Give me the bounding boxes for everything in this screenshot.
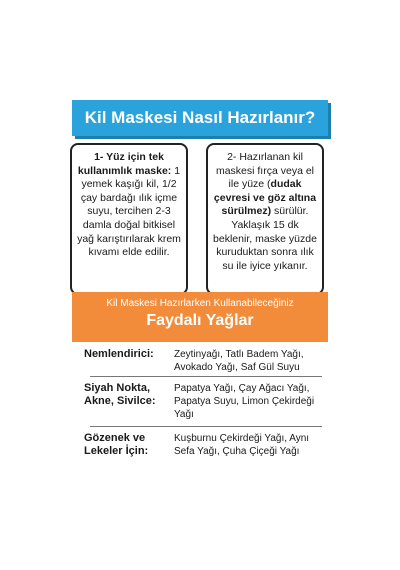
oil-row-label: Nemlendirici: (84, 348, 154, 360)
step-2-warning: dudak çevresi ve göz altına sürülmez) (213, 178, 317, 218)
oil-row-moisturizer (84, 348, 324, 374)
oil-row-pores (84, 432, 324, 458)
divider (90, 376, 322, 377)
oils-banner (72, 292, 328, 342)
step-2-box (206, 143, 324, 295)
oil-row-text: Zeytinyağı, Tatlı Badem Yağı, Avokado Yağı, Saf Gül Suyu (174, 349, 304, 373)
oils-subtitle: Kil Maskesi Hazırlarken Kullanabileceğiniz (106, 298, 294, 309)
step-1-heading: 1- Yüz için tek kullanımlık maske: (77, 151, 172, 177)
oils-title: Faydalı Yağlar (146, 312, 254, 329)
step-1-box (70, 143, 188, 295)
step-2-intro: 2- Hazırlanan kil maskesi fırça veya el ile yüze ( (215, 151, 315, 191)
title-banner (72, 100, 328, 136)
oil-row-text: Kuşburnu Çekirdeği Yağı, Aynı Sefa Yağı, Çuha Çiçeği Yağı (174, 433, 310, 457)
step-2-body: sürülür. Yaklaşık 15 dk beklenir, maske yüzde kuruduktan sonra ılık su ile iyice yıkanır. (213, 205, 317, 272)
oil-row-label: Gözenek ve Lekeler İçin: (84, 432, 149, 457)
oil-row-acne (84, 382, 324, 421)
divider (90, 426, 322, 427)
page-title: Kil Maskesi Nasıl Hazırlanır? (84, 108, 316, 127)
oil-row-label: Siyah Nokta, Akne, Sivilce: (84, 382, 156, 407)
step-1-body: 1 yemek kaşığı kil, 1/2 çay bardağı ılık içme suyu, tercihen 2-3 damla doğal bitkisel yağ karıştırılarak krem kıvamı elde edilir. (77, 164, 181, 259)
oil-row-text: Papatya Yağı, Çay Ağacı Yağı, Papatya Suyu, Limon Çekirdeği Yağı (174, 383, 315, 420)
